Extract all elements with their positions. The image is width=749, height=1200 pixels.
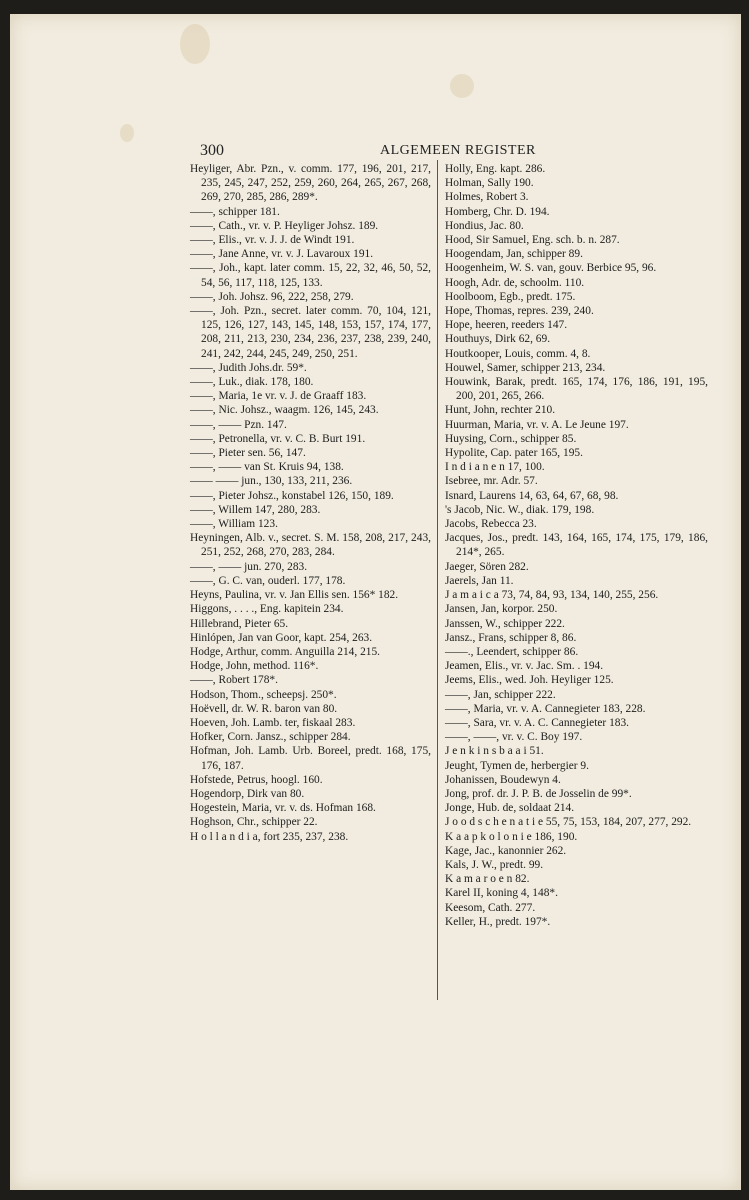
index-entry: Jong, prof. dr. J. P. B. de Josselin de 99*. xyxy=(445,787,632,800)
index-entry: Jacques, Jos., predt. 143, 164, 165, 174, 175, 179, 186, 214*, 265. xyxy=(445,532,708,559)
index-entry: ——, —— van St. Kruis 94, 138. xyxy=(190,461,344,474)
index-entry: Isnard, Laurens 14, 63, 64, 67, 68, 98. xyxy=(445,489,619,502)
index-entry: ——, Robert 178*. xyxy=(190,674,278,687)
index-entry: Hood, Sir Samuel, Eng. sch. b. n. 287. xyxy=(445,234,620,247)
index-entry: J e n k i n s b a a i 51. xyxy=(445,745,544,758)
index-entry: Janssen, W., schipper 222. xyxy=(445,617,565,630)
index-entry: Holman, Sally 190. xyxy=(445,177,534,190)
index-entry: ——, schipper 181. xyxy=(190,205,280,218)
index-entry: Jeems, Elis., wed. Joh. Heyliger 125. xyxy=(445,674,614,687)
index-entry: Johanissen, Boudewyn 4. xyxy=(445,773,561,786)
index-entry: Jacobs, Rebecca 23. xyxy=(445,518,537,531)
index-entry: Heyliger, Abr. Pzn., v. comm. 177, 196, 201, 217, 235, 245, 247, 252, 259, 260, 264, 265, 267, 268, 269, 270, 285, 286, 289*. xyxy=(190,163,431,204)
index-entry: I n d i a n e n 17, 100. xyxy=(445,461,545,474)
index-entry: Heyningen, Alb. v., secret. S. M. 158, 208, 217, 243, 251, 252, 268, 270, 283, 284. xyxy=(190,532,431,559)
index-entry: Hogendorp, Dirk van 80. xyxy=(190,787,305,800)
index-entry: Hofman, Joh. Lamb. Urb. Boreel, predt. 168, 175, 176, 187. xyxy=(190,745,431,772)
index-entry: Hoogh, Adr. de, schoolm. 110. xyxy=(445,276,585,289)
index-entry: Hogestein, Maria, vr. v. ds. Hofman 168. xyxy=(190,802,376,815)
index-entry: Hoëvell, dr. W. R. baron van 80. xyxy=(190,702,338,715)
index-entry: Hodge, Arthur, comm. Anguilla 214, 215. xyxy=(190,645,381,658)
index-entry: ——, Judith Johs.dr. 59*. xyxy=(190,361,307,374)
index-entry: Jansen, Jan, korpor. 250. xyxy=(445,603,558,616)
index-entry: Higgons, . . . ., Eng. kapitein 234. xyxy=(190,603,344,616)
index-entry: Jaerels, Jan 11. xyxy=(445,574,514,587)
index-entry: 's Jacob, Nic. W., diak. 179, 198. xyxy=(445,503,595,516)
index-entry: Jansz., Frans, schipper 8, 86. xyxy=(445,631,577,644)
index-entry: Jeught, Tymen de, herbergier 9. xyxy=(445,759,589,772)
index-entry: Kage, Jac., kanonnier 262. xyxy=(445,844,567,857)
index-entry: J a m a i c a 73, 74, 84, 93, 134, 140, 255, 256. xyxy=(445,589,659,602)
page-number: 300 xyxy=(200,142,224,159)
index-entry: Hoogendam, Jan, schipper 89. xyxy=(445,248,583,261)
index-entry: Hofstede, Petrus, hoogl. 160. xyxy=(190,773,323,786)
index-entry: Jeamen, Elis., vr. v. Jac. Sm. . 194. xyxy=(445,660,604,673)
paper-stain xyxy=(180,24,210,64)
index-entry: Hunt, John, rechter 210. xyxy=(445,404,556,417)
index-entry: ——., Leendert, schipper 86. xyxy=(445,645,579,658)
index-entry: Huurman, Maria, vr. v. A. Le Jeune 197. xyxy=(445,418,629,431)
index-entry: ——, Joh. Johsz. 96, 222, 258, 279. xyxy=(190,290,354,303)
index-entry: ——, Jan, schipper 222. xyxy=(445,688,556,701)
index-entry: Hinlópen, Jan van Goor, kapt. 254, 263. xyxy=(190,631,373,644)
index-entry: ——, Pieter Johsz., konstabel 126, 150, 189. xyxy=(190,489,394,502)
index-entry: Hillebrand, Pieter 65. xyxy=(190,617,289,630)
index-entry: Heyns, Paulina, vr. v. Jan Ellis sen. 156* 182. xyxy=(190,589,399,602)
index-entry: ——, Cath., vr. v. P. Heyliger Johsz. 189. xyxy=(190,219,379,232)
index-entry: Kals, J. W., predt. 99. xyxy=(445,858,544,871)
index-entry: Isebree, mr. Adr. 57. xyxy=(445,475,538,488)
index-entry: ——, Joh., kapt. later comm. 15, 22, 32, 46, 50, 52, 54, 56, 117, 118, 125, 133. xyxy=(190,262,431,289)
index-entry: Houtkooper, Louis, comm. 4, 8. xyxy=(445,347,591,360)
index-entry: Keesom, Cath. 277. xyxy=(445,901,536,914)
index-entry: ——, —— jun. 270, 283. xyxy=(190,560,308,573)
index-entry: ——, Joh. Pzn., secret. later comm. 70, 104, 121, 125, 126, 127, 143, 145, 148, 153, 157, 174, 177, 208, 211, 213, 230, 234, 236, 237, 238, 239, 240, 241, 242, 244, 245, 249, 250, 251. xyxy=(190,305,431,360)
index-entry: Holly, Eng. kapt. 286. xyxy=(445,163,546,175)
index-entry: Hope, Thomas, repres. 239, 240. xyxy=(445,305,594,318)
paper-stain xyxy=(450,74,474,98)
index-entry: Houwel, Samer, schipper 213, 234. xyxy=(445,361,606,374)
index-column-left xyxy=(190,162,431,844)
index-entry: ——, Willem 147, 280, 283. xyxy=(190,503,321,516)
index-entry: Hoogenheim, W. S. van, gouv. Berbice 95, 96. xyxy=(445,262,657,275)
index-entry: Hoolboom, Egb., predt. 175. xyxy=(445,290,576,303)
index-entry: ——, Luk., diak. 178, 180. xyxy=(190,376,314,389)
index-entry: Homberg, Chr. D. 194. xyxy=(445,205,550,218)
index-entry: J o o d s c h e n a t i e 55, 75, 153, 184, 207, 277, 292. xyxy=(445,816,692,829)
index-entry: ——, Nic. Johsz., waagm. 126, 145, 243. xyxy=(190,404,379,417)
index-entry: ——, William 123. xyxy=(190,518,278,531)
index-entry: Holmes, Robert 3. xyxy=(445,191,529,204)
index-entry: K a a p k o l o n i e 186, 190. xyxy=(445,830,578,843)
index-entry: Hypolite, Cap. pater 165, 195. xyxy=(445,447,583,460)
index-entry: ——, Elis., vr. v. J. J. de Windt 191. xyxy=(190,234,355,247)
index-entry: Houwink, Barak, predt. 165, 174, 176, 186, 191, 195, 200, 201, 265, 266. xyxy=(445,376,708,403)
index-entry: ——, Pieter sen. 56, 147. xyxy=(190,447,306,460)
index-entry: Huysing, Corn., schipper 85. xyxy=(445,432,577,445)
index-entry: ——, Maria, 1e vr. v. J. de Graaff 183. xyxy=(190,390,367,403)
index-entry: Houthuys, Dirk 62, 69. xyxy=(445,333,551,346)
index-entry: Hofker, Corn. Jansz., schipper 284. xyxy=(190,731,351,744)
index-entry: ——, ——, vr. v. C. Boy 197. xyxy=(445,731,583,744)
index-entry: ——, Maria, vr. v. A. Cannegieter 183, 228. xyxy=(445,702,646,715)
index-entry: —— —— jun., 130, 133, 211, 236. xyxy=(190,475,353,488)
index-entry: Hope, heeren, reeders 147. xyxy=(445,319,568,332)
page-title: ALGEMEEN REGISTER xyxy=(380,143,536,158)
index-entry: Hoeven, Joh. Lamb. ter, fiskaal 283. xyxy=(190,716,356,729)
index-entry: Jaeger, Sören 282. xyxy=(445,560,529,573)
index-entry: ——, G. C. van, ouderl. 177, 178. xyxy=(190,574,346,587)
index-entry: ——, Petronella, vr. v. C. B. Burt 191. xyxy=(190,432,366,445)
paper-stain xyxy=(120,124,134,142)
index-entry: Keller, H., predt. 197*. xyxy=(445,915,551,928)
index-entry: ——, —— Pzn. 147. xyxy=(190,418,287,431)
index-entry: Hondius, Jac. 80. xyxy=(445,219,524,232)
index-entry: Jonge, Hub. de, soldaat 214. xyxy=(445,802,575,815)
index-entry: Karel II, koning 4, 148*. xyxy=(445,887,558,900)
index-entry: ——, Jane Anne, vr. v. J. Lavaroux 191. xyxy=(190,248,374,261)
index-entry: K a m a r o e n 82. xyxy=(445,873,530,886)
index-entry: H o l l a n d i a, fort 235, 237, 238. xyxy=(190,830,349,843)
index-entry: Hodson, Thom., scheepsj. 250*. xyxy=(190,688,337,701)
index-entry: Hoghson, Chr., schipper 22. xyxy=(190,816,318,829)
column-divider xyxy=(437,160,438,1000)
index-entry: ——, Sara, vr. v. A. C. Cannegieter 183. xyxy=(445,716,630,729)
index-column-right xyxy=(445,162,708,929)
index-entry: Hodge, John, method. 116*. xyxy=(190,660,319,673)
